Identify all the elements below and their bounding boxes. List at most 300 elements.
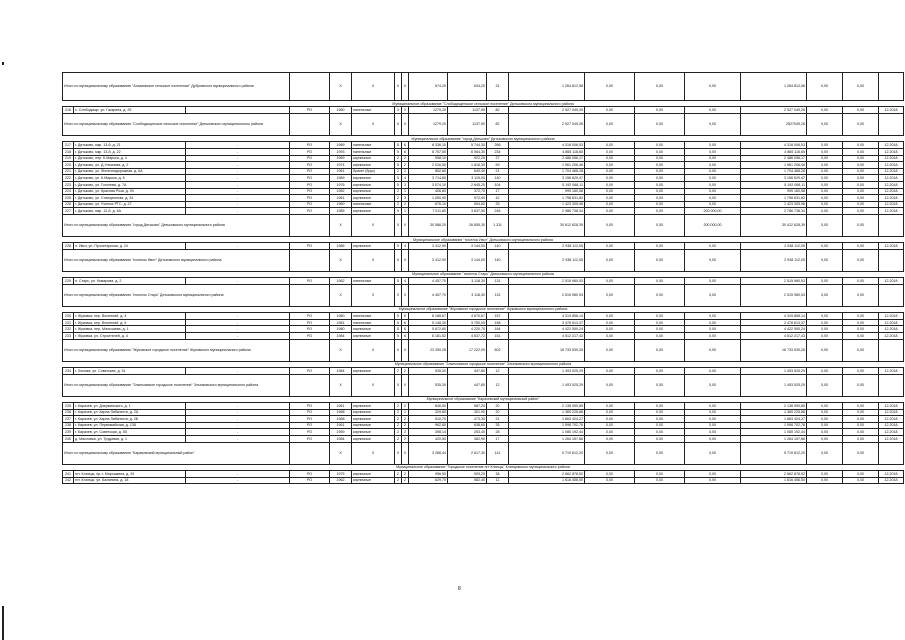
residents-cell: 151	[487, 333, 509, 340]
living-area-cell: 6 064,30	[448, 148, 487, 155]
wall-material-cell: кирпичные	[352, 162, 395, 169]
entrances-cell: 1	[402, 409, 409, 416]
fund-cell: 0,00	[635, 148, 685, 155]
living-area-cell: 4 637,72	[448, 333, 487, 340]
section-header-text: Муниципальное образование "Городское поселение пгт Клинцы" Клинцовского муниципального района	[63, 464, 904, 470]
address-cell: с. Слободище, ул. Гагарина, д. 25	[74, 107, 186, 114]
floors-cell: 2	[395, 168, 402, 175]
fund-cell: 0,00	[585, 339, 635, 361]
wall-material-cell: кирпичные	[352, 429, 395, 436]
wall-material-cell: кирпичные	[352, 470, 395, 477]
wall-material-cell: кирпичные	[352, 422, 395, 429]
fund-cell: 0,00	[635, 368, 685, 375]
total-area-cell: 3 714,80	[409, 175, 448, 182]
fund-cell: 0,00	[585, 435, 635, 442]
floors-cell: 2	[395, 403, 402, 410]
cost-cell: 999 160,58	[509, 188, 585, 195]
document-cell: -	[186, 208, 290, 215]
fund-cell: 0,00	[807, 374, 843, 396]
residents-cell: 31	[487, 73, 509, 101]
fund-cell: 0,00	[635, 313, 685, 320]
deadline-cell: 12.2018	[879, 409, 904, 416]
margin-mark-1	[2, 62, 4, 65]
deadline-cell: 12.2018	[879, 201, 904, 208]
owner-funds-cell: 1 369 225,88	[741, 409, 807, 416]
entrances-cell: 2	[402, 201, 409, 208]
table-row	[63, 107, 904, 114]
table-row	[63, 201, 904, 208]
fund-cell: 0,00	[685, 168, 741, 175]
living-area-cell: 1137,90	[448, 113, 487, 135]
program-cell: РО	[290, 319, 330, 326]
fund-cell: 0,00	[635, 181, 685, 188]
fund-cell: 0,00	[843, 313, 879, 320]
fund-cell: 0,00	[843, 409, 879, 416]
document-cell: -	[186, 319, 290, 326]
fund-cell: 0,00	[807, 422, 843, 429]
cost-cell: 1 085 192,44	[509, 429, 585, 436]
x-mark: X	[395, 214, 402, 236]
row-number: 223	[63, 181, 74, 188]
document-cell: -	[186, 313, 290, 320]
living-area-cell: 372,70	[448, 188, 487, 195]
deadline-cell: 12.2018	[879, 155, 904, 162]
fund-cell: 0,00	[585, 181, 635, 188]
program-cell: РО	[290, 208, 330, 215]
living-area-cell: 253,40	[448, 429, 487, 436]
document-cell: -	[186, 470, 290, 477]
cost-cell: 4 512 217,43	[509, 333, 585, 340]
row-number: 220	[63, 162, 74, 169]
fund-cell: 0,00	[807, 142, 843, 149]
total-area-cell: 30 588,20	[409, 214, 448, 236]
fund-cell: 0,00	[635, 429, 685, 436]
housing-register-table	[62, 72, 904, 484]
fund-cell: 0,00	[843, 188, 879, 195]
wall-material-cell: кирпичные	[352, 403, 395, 410]
year-cell: 1961	[330, 195, 352, 202]
wall-material-cell: панельные	[352, 319, 395, 326]
living-area-cell: 447,80	[448, 368, 487, 375]
empty-cell	[290, 442, 330, 464]
floors-cell: 2	[395, 477, 402, 484]
cost-cell: 2 986 738,34	[509, 208, 585, 215]
year-cell: 1980	[330, 313, 352, 320]
total-area-cell: 3 412,90	[409, 243, 448, 250]
section-header-text: Муниципальное образование "Слободищенское сельское поселение" Дятьковского муниципального района	[63, 101, 904, 107]
address-cell: г. Дятьково, ул. К.Маркса, д. 5	[74, 175, 186, 182]
residents-cell: 164	[487, 326, 509, 333]
deadline-cell: 12.2018	[879, 313, 904, 320]
entrances-cell: 2	[402, 477, 409, 484]
section-header-text: Муниципальное образование "Злынковское городское поселение" Злынковского муниципального района	[63, 361, 904, 367]
document-cell: -	[186, 403, 290, 410]
year-cell: 1984	[330, 435, 352, 442]
address-cell: г. Жуковка, ул. Строителей, д. 4	[74, 333, 186, 340]
floors-cell: 2	[395, 422, 402, 429]
fund-cell: 0,00	[807, 208, 843, 215]
floors-cell: 5	[395, 175, 402, 182]
table-row	[63, 208, 904, 215]
fund-cell: 0,00	[843, 148, 879, 155]
fund-cell: 0,00	[585, 374, 635, 396]
fund-cell: 0,00	[843, 422, 879, 429]
fund-cell: 0,00	[807, 278, 843, 285]
total-area-cell: 646,50	[409, 403, 448, 410]
fund-cell: 0,00	[685, 416, 741, 423]
subtotal-row	[63, 73, 904, 101]
fund-cell: 0,00	[807, 107, 843, 114]
fund-cell: 0,00	[807, 435, 843, 442]
residents-cell: 266	[487, 142, 509, 149]
cost-cell: 1 423 305,96	[509, 201, 585, 208]
living-area-cell: 26 655,30	[448, 214, 487, 236]
empty-cell	[290, 374, 330, 396]
floors-cell: 2	[395, 201, 402, 208]
address-cell: пгт. Клинцы, пр-т. Мирошкина, д. 29	[74, 470, 186, 477]
cost-cell: 1 961 206,46	[509, 162, 585, 169]
owner-funds-cell: 1 264 157,66	[741, 435, 807, 442]
deadline-cell	[879, 374, 904, 396]
fund-cell: 0,00	[585, 148, 635, 155]
program-cell: РО	[290, 326, 330, 333]
fund-cell: 0,00	[843, 168, 879, 175]
deadline-cell: 12.2018	[879, 416, 904, 423]
table-row	[63, 368, 904, 375]
living-area-cell: 4 670,67	[448, 313, 487, 320]
fund-cell: 0,00	[635, 249, 685, 271]
table-row	[63, 243, 904, 250]
deadline-cell: 12.2018	[879, 148, 904, 155]
deadline-cell: 12.2018	[879, 175, 904, 182]
residents-cell: 140	[487, 249, 509, 271]
row-number: 232	[63, 326, 74, 333]
fund-cell: 0,00	[685, 243, 741, 250]
cost-cell: 5 192 068,11	[509, 181, 585, 188]
total-area-cell: 6 188,67	[409, 313, 448, 320]
fund-cell: 0,00	[807, 168, 843, 175]
subtotal-label: Итого по муниципальному образованию "Злынковское городское поселение" Злынковского муниципального района	[63, 374, 290, 396]
fund-cell: 0,00	[843, 142, 879, 149]
entrances-cell: 2	[402, 429, 409, 436]
row-number: 231	[63, 319, 74, 326]
fund-cell: 0,00	[843, 429, 879, 436]
table-row	[63, 403, 904, 410]
row-number: 224	[63, 188, 74, 195]
address-cell: г. Жуковка, пер. Малышева, д. 1	[74, 326, 186, 333]
fund-cell: 0,00	[807, 195, 843, 202]
address-cell: г. Жуковка, пер. Весенний, д. 4	[74, 313, 186, 320]
residents-cell: 25	[487, 201, 509, 208]
fund-cell: 0,00	[843, 368, 879, 375]
fund-cell: 0,00	[635, 403, 685, 410]
fund-cell: 0,00	[685, 284, 741, 306]
living-area-cell: 3 144,00	[448, 243, 487, 250]
fund-cell: 0,00	[807, 319, 843, 326]
cost-cell: 2 527 049,26	[509, 113, 585, 135]
fund-cell: 0,00	[635, 73, 685, 101]
entrances-cell: 2	[402, 168, 409, 175]
x-mark: X	[402, 214, 409, 236]
fund-cell: 0,00	[585, 429, 635, 436]
year-cell: 1982	[330, 188, 352, 195]
program-cell: РО	[290, 470, 330, 477]
subtotal-row	[63, 442, 904, 464]
fund-cell: 0,00	[843, 278, 879, 285]
fund-cell: 0,00	[585, 155, 635, 162]
table-row	[63, 409, 904, 416]
x-mark: X	[330, 249, 352, 271]
address-cell: г. Дятьково, ул. Красная Роза, д. 94	[74, 188, 186, 195]
residents-cell: 131	[487, 278, 509, 285]
year-cell: 1984	[330, 368, 352, 375]
section-header-text: Муниципальное образование "Карачевский муниципальный район"	[63, 396, 904, 402]
fund-cell: 0,00	[635, 175, 685, 182]
deadline-cell: 12.2018	[879, 162, 904, 169]
row-number: 222	[63, 175, 74, 182]
entrances-cell: 4	[402, 175, 409, 182]
entrances-cell: 2	[402, 155, 409, 162]
living-area-cell: 640,40	[448, 168, 487, 175]
fund-cell: 0,00	[585, 208, 635, 215]
program-cell: РО	[290, 477, 330, 484]
subtotal-label: Итого по муниципальному образованию "Жуковское городское поселение" Жуковского муниципального района	[63, 339, 290, 361]
fund-cell: 0,00	[843, 339, 879, 361]
row-number: 239	[63, 429, 74, 436]
owner-funds-cell: 2 515 980,53	[741, 284, 807, 306]
cost-cell: 2 515 980,53	[509, 278, 585, 285]
document-cell: -	[186, 435, 290, 442]
fund-cell: 0,00	[585, 409, 635, 416]
fund-cell: 0,00	[807, 333, 843, 340]
wall-material-cell: кирпичные	[352, 409, 395, 416]
fund-cell: 0,00	[843, 477, 879, 484]
total-area-cell: 629,70	[409, 477, 448, 484]
document-cell: -	[186, 162, 290, 169]
fund-cell: 0,00	[635, 142, 685, 149]
row-number: 226	[63, 201, 74, 208]
entrances-cell: 1	[402, 208, 409, 215]
x-mark: X	[352, 214, 395, 236]
fund-cell: 0,00	[685, 107, 741, 114]
fund-cell: 0,00	[635, 333, 685, 340]
fund-cell: 0,00	[635, 188, 685, 195]
document-cell: -	[186, 243, 290, 250]
residents-cell: 20	[487, 409, 509, 416]
empty-cell	[290, 339, 330, 361]
program-cell: РО	[290, 201, 330, 208]
owner-funds-cell: 1 863 424,27	[741, 416, 807, 423]
floors-cell: 2	[395, 195, 402, 202]
owner-funds-cell: 1 493 525,29	[741, 368, 807, 375]
document-cell: -	[186, 422, 290, 429]
table-row	[63, 416, 904, 423]
entrances-cell: 2	[402, 435, 409, 442]
fund-cell: 0,00	[685, 319, 741, 326]
owner-funds-cell: 1 961 206,46	[741, 162, 807, 169]
year-cell: 1989	[330, 142, 352, 149]
entrances-cell: 2	[402, 416, 409, 423]
entrances-cell: 3	[402, 195, 409, 202]
fund-cell: 0,00	[807, 148, 843, 155]
total-area-cell: 535,30	[409, 374, 448, 396]
living-area-cell: 1 816,30	[448, 162, 487, 169]
table-row	[63, 319, 904, 326]
table-row	[63, 435, 904, 442]
wall-material-cell: кирпичные	[352, 175, 395, 182]
owner-funds-cell: 1 616 456,50	[741, 477, 807, 484]
row-number: 217	[63, 142, 74, 149]
address-cell: г. Карачев, ул. Первомайская, д. 138	[74, 422, 186, 429]
floors-cell: 5	[395, 162, 402, 169]
x-mark: X	[330, 374, 352, 396]
document-cell: -	[186, 142, 290, 149]
row-number: 234	[63, 368, 74, 375]
owner-funds-cell: 1 085 192,44	[741, 429, 807, 436]
cost-cell: 1 493 525,29	[509, 374, 585, 396]
floors-cell: 5	[395, 148, 402, 155]
row-number: 238	[63, 422, 74, 429]
row-number: 242	[63, 477, 74, 484]
fund-cell: 0,00	[585, 107, 635, 114]
floors-cell: 3	[395, 107, 402, 114]
fund-cell: 0,00	[807, 416, 843, 423]
fund-cell: 0,00	[807, 368, 843, 375]
total-area-cell: 1279,20	[409, 113, 448, 135]
fund-cell: 0,00	[843, 214, 879, 236]
fund-cell: 0,00	[635, 470, 685, 477]
residents-cell: 157	[487, 313, 509, 320]
total-area-cell: 1279,20	[409, 107, 448, 114]
owner-funds-cell: 1 798 631,82	[741, 195, 807, 202]
fund-cell: 0,00	[807, 181, 843, 188]
fund-cell: 0,00	[685, 422, 741, 429]
cost-cell: 2 662 878,52	[509, 470, 585, 477]
fund-cell: 0,00	[685, 142, 741, 149]
cost-cell: 4 422 550,24	[509, 326, 585, 333]
entrances-cell: 6	[402, 326, 409, 333]
owner-funds-cell: 2 938 112,05	[741, 249, 807, 271]
residents-cell: 12	[487, 368, 509, 375]
document-cell: -	[186, 168, 290, 175]
living-area-cell: 3 118,30	[448, 278, 487, 285]
program-cell: РО	[290, 403, 330, 410]
fund-cell: 0,00	[635, 214, 685, 236]
table-row	[63, 168, 904, 175]
owner-funds-cell: 4 512 217,43	[741, 333, 807, 340]
deadline-cell: 12.2018	[879, 243, 904, 250]
row-number: 241	[63, 470, 74, 477]
entrances-cell: 6	[402, 142, 409, 149]
owner-funds-cell: 2527049,26	[741, 113, 807, 135]
x-mark: X	[395, 339, 402, 361]
program-cell: РО	[290, 142, 330, 149]
year-cell: 1980	[330, 326, 352, 333]
address-cell: г. Карачев, ул. Дзержинского, д. 1	[74, 403, 186, 410]
fund-cell: 0,00	[843, 249, 879, 271]
fund-cell: 0,00	[807, 409, 843, 416]
table-row	[63, 188, 904, 195]
table-row	[63, 429, 904, 436]
cost-cell: 1 798 631,82	[509, 195, 585, 202]
entrances-cell: 6	[402, 148, 409, 155]
year-cell: 1989	[330, 175, 352, 182]
fund-cell: 0,00	[685, 73, 741, 101]
residents-cell: 82	[487, 107, 509, 114]
floors-cell: 2	[395, 470, 402, 477]
x-mark: X	[330, 284, 352, 306]
fund-cell: 0,00	[843, 208, 879, 215]
address-cell: г. Дятьково, пер. К.Маркса, д. 4	[74, 155, 186, 162]
floors-cell: 2	[395, 416, 402, 423]
residents-cell: 21	[487, 416, 509, 423]
fund-cell: 0,00	[635, 107, 685, 114]
fund-cell: 0,00	[807, 284, 843, 306]
residents-cell: 246	[487, 208, 509, 215]
fund-cell: 0,00	[843, 175, 879, 182]
wall-material-cell: кирпичные	[352, 181, 395, 188]
residents-cell: 12	[487, 374, 509, 396]
subtotal-row	[63, 339, 904, 361]
fund-cell: 0,00	[585, 243, 635, 250]
program-cell: РО	[290, 243, 330, 250]
x-mark: X	[330, 339, 352, 361]
fund-cell: 0,00	[685, 368, 741, 375]
empty-cell	[290, 284, 330, 306]
deadline-cell: 12.2018	[879, 477, 904, 484]
document-cell: -	[186, 148, 290, 155]
cost-cell: 2 486 096,17	[509, 155, 585, 162]
fund-cell: 0,00	[685, 339, 741, 361]
subtotal-row	[63, 284, 904, 306]
owner-funds-cell: 2 515 980,53	[741, 278, 807, 285]
wall-material-cell: кирпичные	[352, 326, 395, 333]
wall-material-cell: кирпичные	[352, 195, 395, 202]
wall-material-cell: панельные	[352, 278, 395, 285]
wall-material-cell: кирпичные	[352, 368, 395, 375]
fund-cell: 0,00	[685, 195, 741, 202]
fund-cell: 0,00	[685, 326, 741, 333]
x-mark: X	[352, 73, 395, 101]
fund-cell: 0,00	[585, 313, 635, 320]
address-cell: г. Карачев, ул. Карла Либкнехта, д. 2А	[74, 409, 186, 416]
cost-cell: 30 612 628,39	[509, 214, 585, 236]
deadline-cell: 12.2018	[879, 422, 904, 429]
empty-cell	[290, 214, 330, 236]
fund-cell: 0,00	[807, 214, 843, 236]
entrances-cell: 2	[402, 403, 409, 410]
total-area-cell: 398,14	[409, 429, 448, 436]
x-mark: X	[330, 214, 352, 236]
fund-cell: 0,00	[843, 162, 879, 169]
fund-cell: 0,00	[585, 333, 635, 340]
owner-funds-cell: 2 486 096,17	[741, 155, 807, 162]
floors-cell: 9	[395, 208, 402, 215]
wall-material-cell: панельные	[352, 148, 395, 155]
cost-cell: 1 704 468,28	[509, 168, 585, 175]
floors-cell: 5	[395, 181, 402, 188]
cost-cell: 1 863 424,27	[509, 416, 585, 423]
entrances-cell: 2	[402, 422, 409, 429]
subtotal-row	[63, 374, 904, 396]
table-row	[63, 142, 904, 149]
margin-mark-2	[2, 606, 4, 640]
address-cell: г. Дятьково, ул. Железнодорожная, д. 6А	[74, 168, 186, 175]
table-row	[63, 175, 904, 182]
fund-cell: 0,00	[843, 195, 879, 202]
residents-cell: 42	[487, 195, 509, 202]
fund-cell: 0,00	[585, 278, 635, 285]
